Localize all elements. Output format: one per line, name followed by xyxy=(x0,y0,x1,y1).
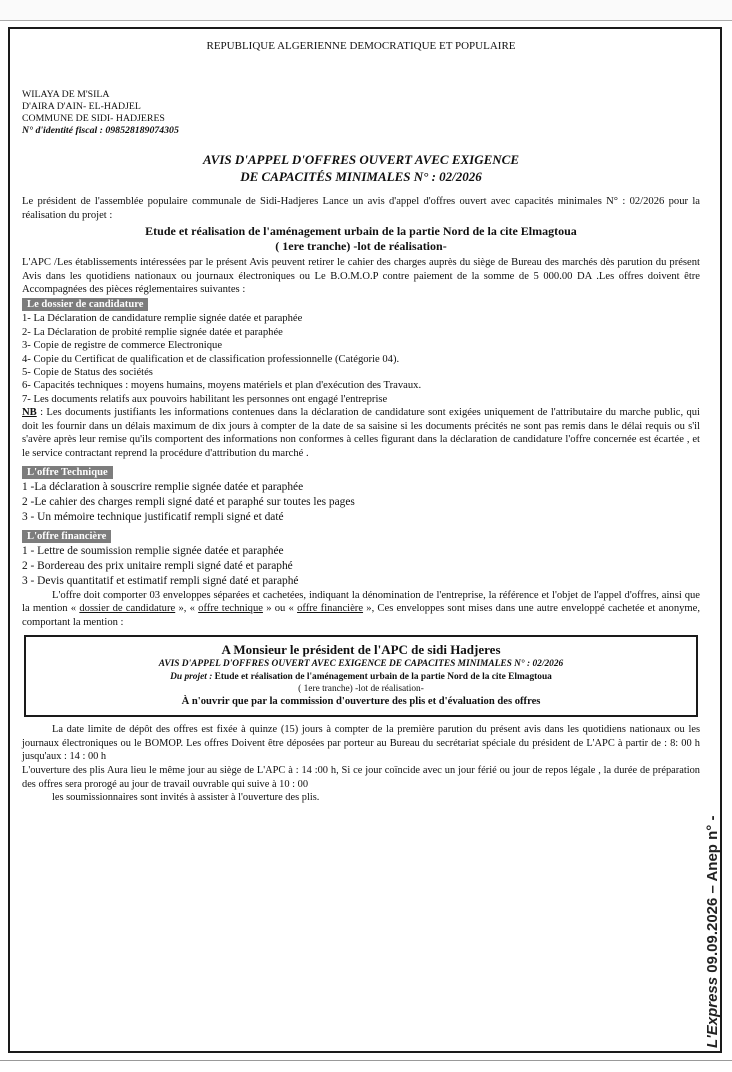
top-page-strip xyxy=(0,0,732,21)
list-item: 2 - Bordereau des prix unitaire rempli signé daté et paraphé xyxy=(22,559,293,572)
opening-paragraph: L'ouverture des plis Aura lieu le même jour au siège de L'APC à : 14 :00 h, Si ce jour coïncide avec un jour férié ou jour de repos légale , la durée de préparation des offres sera prorogé au jour de travail ouvrable qui suive à 10 : 00 xyxy=(22,764,700,790)
list-item: 2 -Le cahier des charges rempli signé daté et paraphé sur toutes les pages xyxy=(22,495,355,508)
box-tranche: ( 1ere tranche) -lot de réalisation- xyxy=(298,684,424,695)
box-only-open: À n'ouvrir que par la commission d'ouverture des plis et d'évaluation des offres xyxy=(181,696,541,708)
publication-side-label xyxy=(704,816,721,1048)
title-line-1: AVIS D'APPEL D'OFFRES OUVERT AVEC EXIGENCE xyxy=(202,152,520,168)
list-item: 3- Copie de registre de commerce Electronique xyxy=(22,340,223,352)
list-item: 6- Capacités techniques : moyens humains, moyens matériels et plan d'exécution des Travaux. xyxy=(22,380,422,392)
list-item: 3 - Un mémoire technique justificatif rempli signé et daté xyxy=(22,510,284,523)
list-item: 2- La Déclaration de probité remplie signée datée et paraphée xyxy=(22,326,283,338)
issuer-block xyxy=(22,89,700,137)
wilaya-line: WILAYA DE M'SILA xyxy=(22,89,110,101)
technique-list xyxy=(22,480,700,525)
commune-line: COMMUNE DE SIDI- HADJERES xyxy=(22,113,165,125)
publication-date-ref: 09.09.2026 – Anep n° - xyxy=(704,815,721,977)
envelopes-text-2: », « xyxy=(178,603,195,615)
list-item: 1 - Lettre de soumission remplie signée datée et paraphée xyxy=(22,544,284,557)
envelopes-text-1: L'offre doit comporter 03 enveloppes séparées et cachetées, indiquant la dénomination de l'entreprise, la référence et l'objet de l'appel d'offres, ainsi que la mention « xyxy=(22,589,700,615)
candidature-heading: Le dossier de candidature xyxy=(22,298,148,311)
nb-text: : Les documents justifiants les informations contenues dans la déclaration de candidature sont exigées uniquement de l'attributaire du marche public, qui doit les fournir dans un délais maximum de dix jours à compter de la date de sa saisine si les documents précités ne sont pas remis dans le délai requis ou s'il s'avère après leur remise qu'ils comportent des informations non conformes à celles figurant dans la déclaration de candidature l'offre concernée est écartée , et le service contractant reprend la procédure d'attribution du marché . xyxy=(22,407,700,459)
box-addressee: A Monsieur le président de l'APC de sidi Hadjeres xyxy=(221,642,501,658)
final-block xyxy=(22,723,700,805)
deadline-paragraph: La date limite de dépôt des offres est fixée à quinze (15) jours à compter de la première parution du présent avis dans les quotidiens nationaux ou les journaux électroniques ou le BOMOP. Les offres Doivent être déposées par porteur au Bureau du secrétariat spéciale du président de L'APC à partir de : 8: 00 h jusqu'aux : 14 : 00 h xyxy=(22,724,700,763)
dossier-mention: dossier de candidature xyxy=(79,603,176,615)
envelopes-text-3: » ou « xyxy=(266,603,294,615)
financiere-mention: offre financière xyxy=(297,603,364,615)
bottom-page-strip xyxy=(0,1060,732,1072)
list-item: 3 - Devis quantitatif et estimatif rempli signé daté et paraphé xyxy=(22,574,299,587)
financiere-heading: L'offre financière xyxy=(22,530,111,543)
envelope-label-box xyxy=(24,635,698,717)
invitation-paragraph: les soumissionnaires sont invités à assister à l'ouverture des plis. xyxy=(52,792,320,804)
project-line-2: ( 1ere tranche) -lot de réalisation- xyxy=(275,239,447,254)
box-avis: AVIS D'APPEL D'OFFRES OUVERT AVEC EXIGENCE DE CAPACITES MINIMALES N° : 02/2026 xyxy=(158,659,564,670)
box-project-label: Du projet : xyxy=(170,672,213,683)
publication-brand: L'Express xyxy=(704,976,721,1048)
nb-label: NB xyxy=(22,407,37,419)
withdraw-paragraph: L'APC /Les établissements intéressées par le présent Avis peuvent retirer le cahier des charges auprès du siège de Bureau des marchés dès parution du présent Avis dans les quotidiens nationaux ou journaux électroniques ou Le B.O.M.O.P contre paiement de la somme de 5 000.00 DA .Les offres doivent être Accompagnées des pièces réglementaires suivantes : xyxy=(22,257,700,296)
notice-content xyxy=(22,40,700,805)
republic-header: REPUBLIQUE ALGERIENNE DEMOCRATIQUE ET POPULAIRE xyxy=(206,40,516,52)
list-item: 1- La Déclaration de candidature remplie signée datée et paraphée xyxy=(22,313,303,325)
nb-paragraph xyxy=(22,406,700,460)
candidature-list xyxy=(22,312,700,406)
technique-mention: offre technique xyxy=(198,603,263,615)
project-line-1: Etude et réalisation de l'aménagement urbain de la partie Nord de la cite Elmagtoua xyxy=(145,224,577,239)
list-item: 4- Copie du Certificat de qualification et de classification professionnelle (Catégorie 04). xyxy=(22,353,400,365)
envelopes-text-4: », Ces enveloppes sont mises dans une autre enveloppé cachetée et anonyme, comportant la mention : xyxy=(22,603,701,628)
list-item: 5- Copie de Status des sociétés xyxy=(22,367,153,379)
intro-paragraph: Le président de l'assemblée populaire communale de Sidi-Hadjeres Lance un avis d'appel d'offres ouvert avec capacités minimales N° : 02/2026 pour la réalisation du projet : xyxy=(22,196,700,221)
financiere-list xyxy=(22,544,700,589)
technique-heading: L'offre Technique xyxy=(22,466,113,479)
list-item: 7- Les documents relatifs aux pouvoirs habilitant les personnes ont engagé l'entreprise xyxy=(22,393,388,405)
notice-title xyxy=(22,151,700,185)
project-title xyxy=(22,224,700,254)
box-project xyxy=(34,671,688,683)
title-line-2: DE CAPACITÉS MINIMALES N° : 02/2026 xyxy=(240,169,482,185)
list-item: 1 -La déclaration à souscrire remplie signée datée et paraphée xyxy=(22,480,304,493)
daira-line: D'AIRA D'AIN- EL-HADJEL xyxy=(22,101,141,113)
box-project-text: Etude et réalisation de l'aménagement urbain de la partie Nord de la cite Elmagtoua xyxy=(212,672,552,683)
fiscal-id-line: N° d'identité fiscal : 098528189074305 xyxy=(22,125,179,137)
envelopes-paragraph xyxy=(22,589,700,629)
